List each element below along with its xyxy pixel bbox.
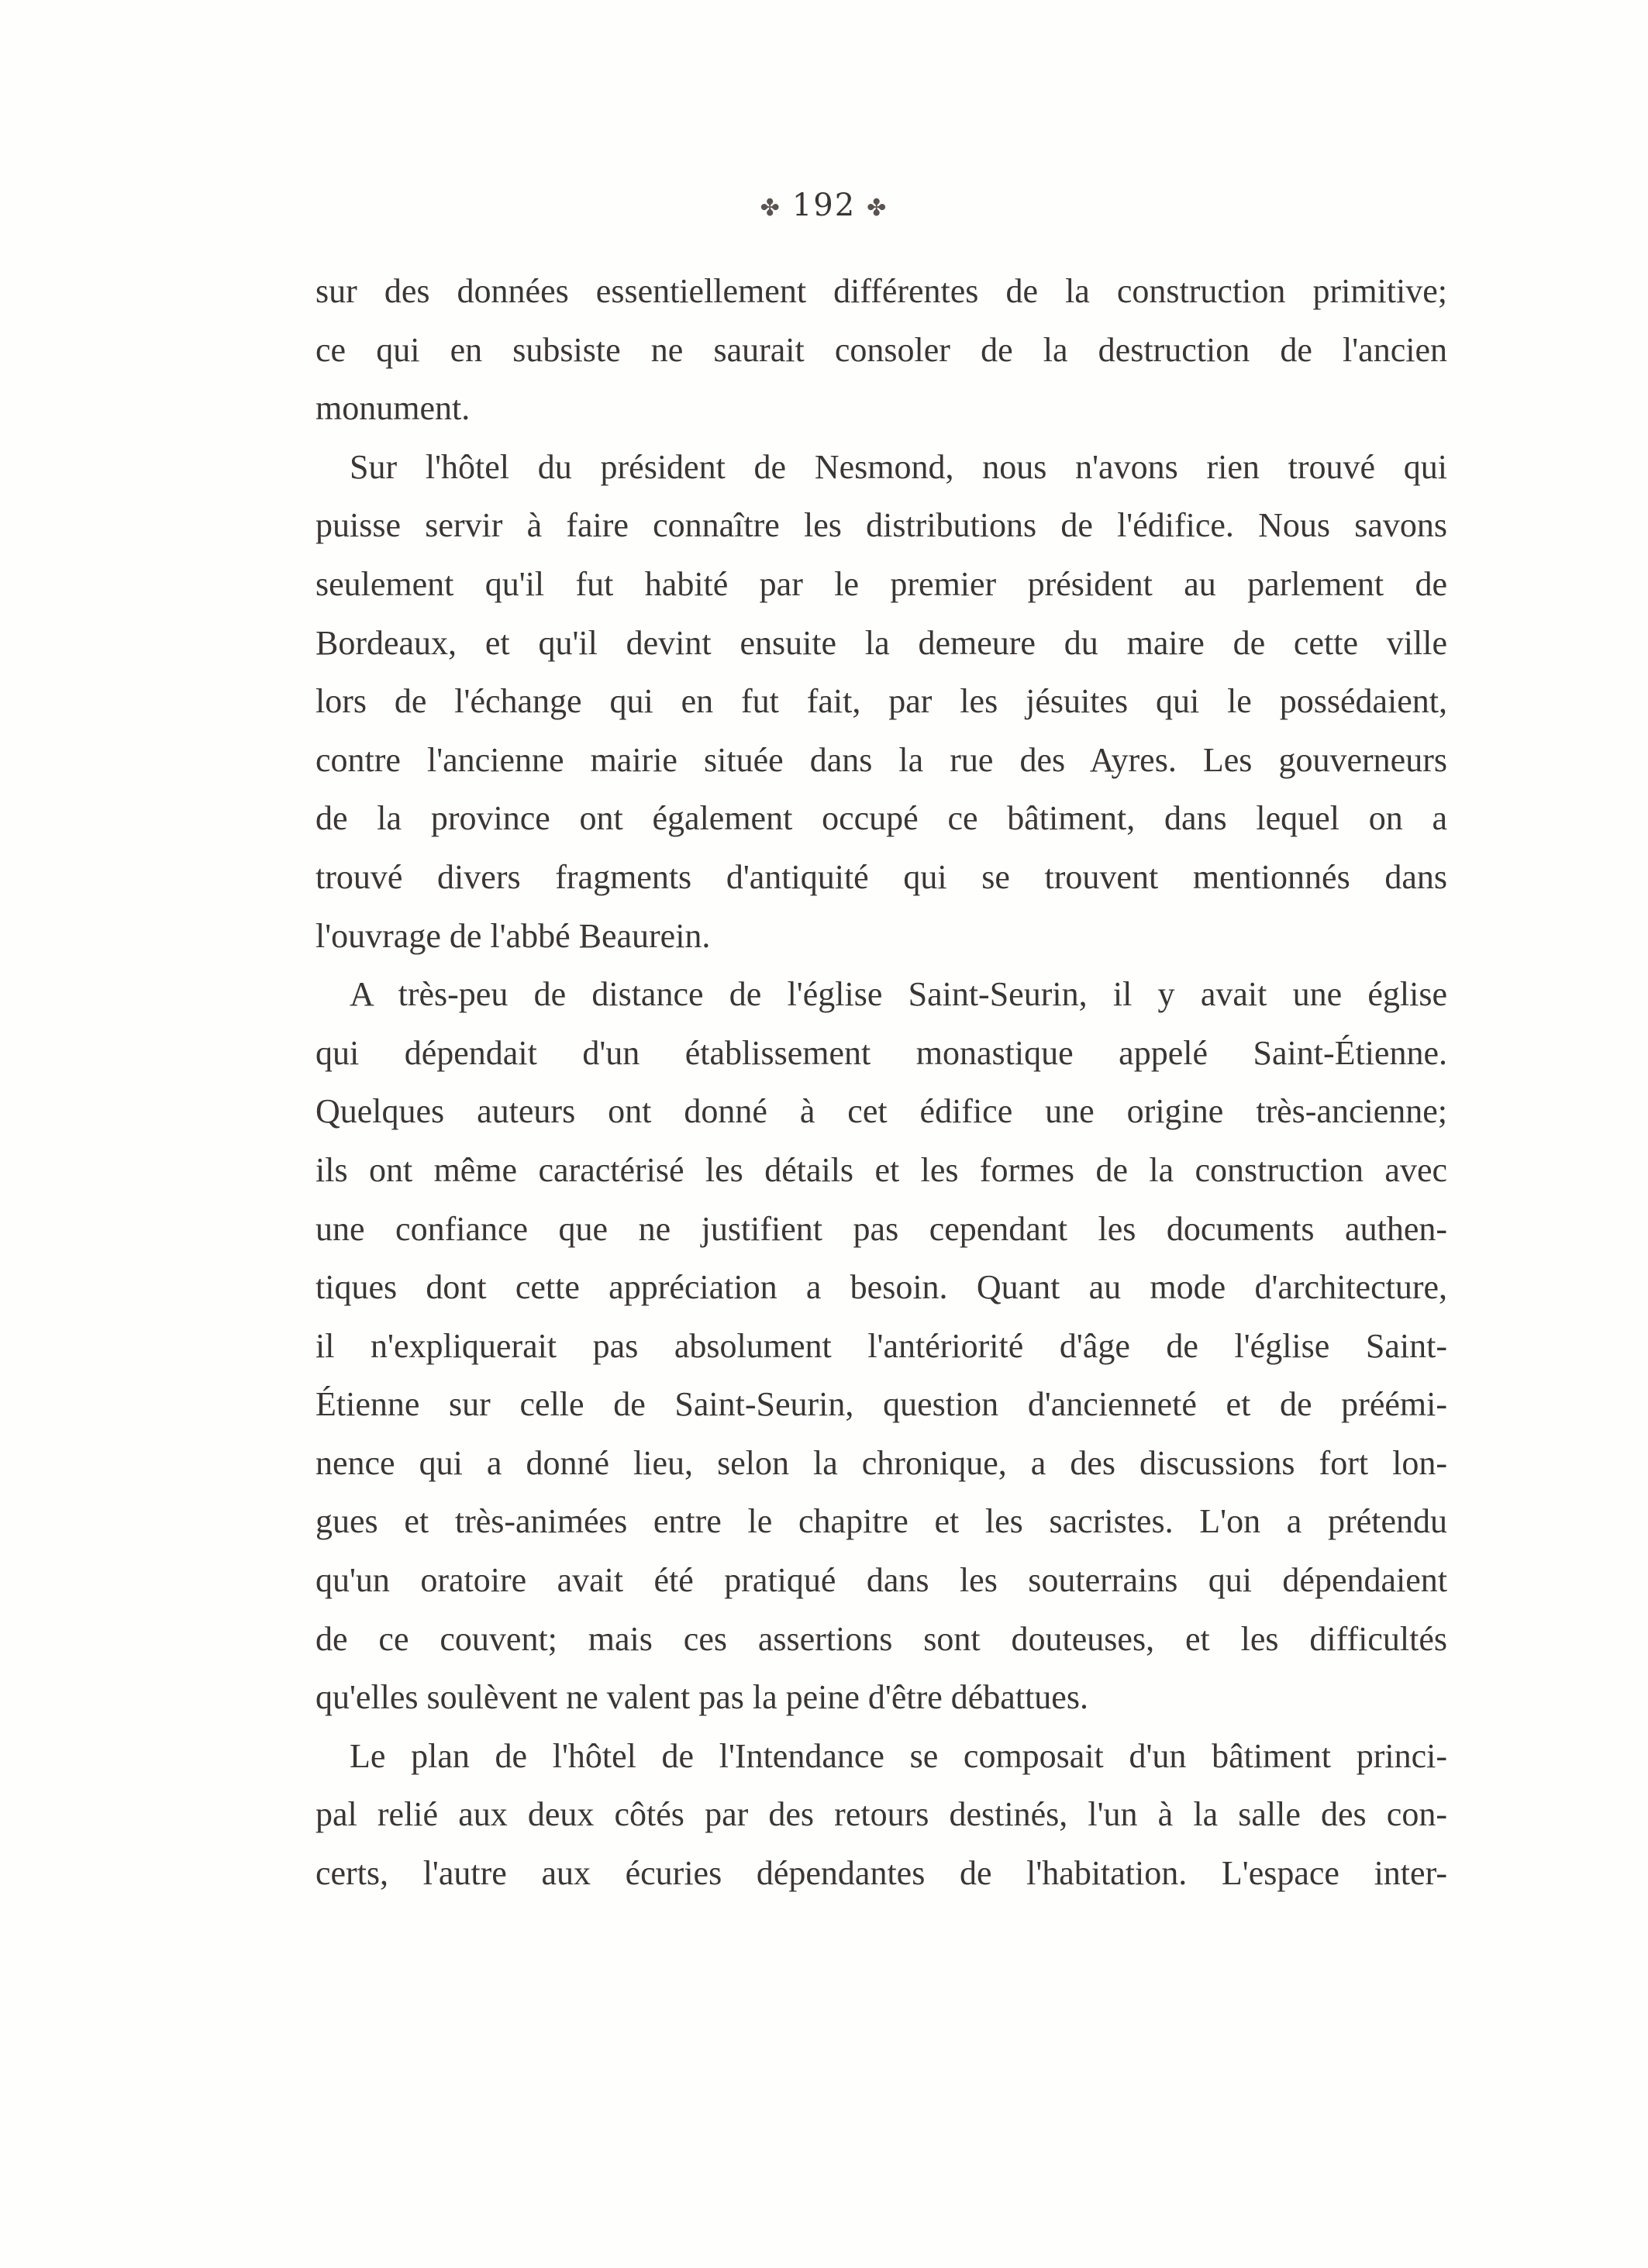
- text-line: puisse servir à faire connaître les distributions de l'édifice. Nous savons: [315, 506, 1447, 545]
- text-line: certs, l'autre aux écuries dépendantes de l'habitation. L'espace inter-: [315, 1854, 1447, 1893]
- page-header: [0, 188, 1648, 223]
- text-line: ce qui en subsiste ne saurait consoler de la destruction de l'ancien: [315, 330, 1447, 369]
- text-line: A très-peu de distance de l'église Saint-Seurin, il y avait une église: [350, 975, 1447, 1014]
- text-line: Bordeaux, et qu'il devint ensuite la demeure du maire de cette ville: [315, 623, 1447, 662]
- ornament-left-icon: ✤: [760, 194, 781, 222]
- text-line: trouvé divers fragments d'antiquité qui se trouvent mentionnés dans: [315, 857, 1447, 896]
- text-line: Étienne sur celle de Saint-Seurin, question d'ancienneté et de préémi-: [315, 1385, 1447, 1424]
- text-line: qu'elles soulèvent ne valent pas la peine d'être débattues.: [315, 1678, 1088, 1717]
- text-line: Sur l'hôtel du président de Nesmond, nous n'avons rien trouvé qui: [350, 447, 1447, 486]
- text-line: lors de l'échange qui en fut fait, par les jésuites qui le possédaient,: [315, 682, 1447, 721]
- text-line: monument.: [315, 389, 471, 428]
- text-line: Quelques auteurs ont donné à cet édifice une origine très-ancienne;: [315, 1092, 1447, 1131]
- text-line: qui dépendait d'un établissement monastique appelé Saint-Étienne.: [315, 1033, 1447, 1072]
- text-line: contre l'ancienne mairie située dans la rue des Ayres. Les gouverneurs: [315, 740, 1447, 779]
- text-line: qu'un oratoire avait été pratiqué dans les souterrains qui dépendaient: [315, 1561, 1447, 1600]
- text-line: tiques dont cette appréciation a besoin. Quant au mode d'architecture,: [315, 1268, 1447, 1307]
- text-line: Le plan de l'hôtel de l'Intendance se composait d'un bâtiment princi-: [350, 1736, 1447, 1775]
- body-text: [315, 262, 1447, 1903]
- text-line: sur des données essentiellement différentes de la construction primitive;: [315, 272, 1447, 310]
- text-line: de ce couvent; mais ces assertions sont douteuses, et les difficultés: [315, 1619, 1447, 1658]
- text-line: il n'expliquerait pas absolument l'antériorité d'âge de l'église Saint-: [315, 1326, 1447, 1365]
- text-line: nence qui a donné lieu, selon la chronique, a des discussions fort lon-: [315, 1443, 1447, 1482]
- text-line: l'ouvrage de l'abbé Beaurein.: [315, 916, 711, 955]
- text-line: une confiance que ne justifient pas cependant les documents authen-: [315, 1209, 1447, 1248]
- text-line: ils ont même caractérisé les détails et les formes de la construction avec: [315, 1150, 1447, 1189]
- text-line: pal relié aux deux côtés par des retours destinés, l'un à la salle des con-: [315, 1795, 1447, 1834]
- text-line: gues et très-animées entre le chapitre et les sacristes. L'on a prétendu: [315, 1502, 1447, 1541]
- text-line: de la province ont également occupé ce bâtiment, dans lequel on a: [315, 799, 1447, 838]
- ornament-right-icon: ✤: [867, 194, 888, 222]
- text-line: seulement qu'il fut habité par le premier président au parlement de: [315, 564, 1447, 603]
- page-number: 192: [791, 188, 857, 223]
